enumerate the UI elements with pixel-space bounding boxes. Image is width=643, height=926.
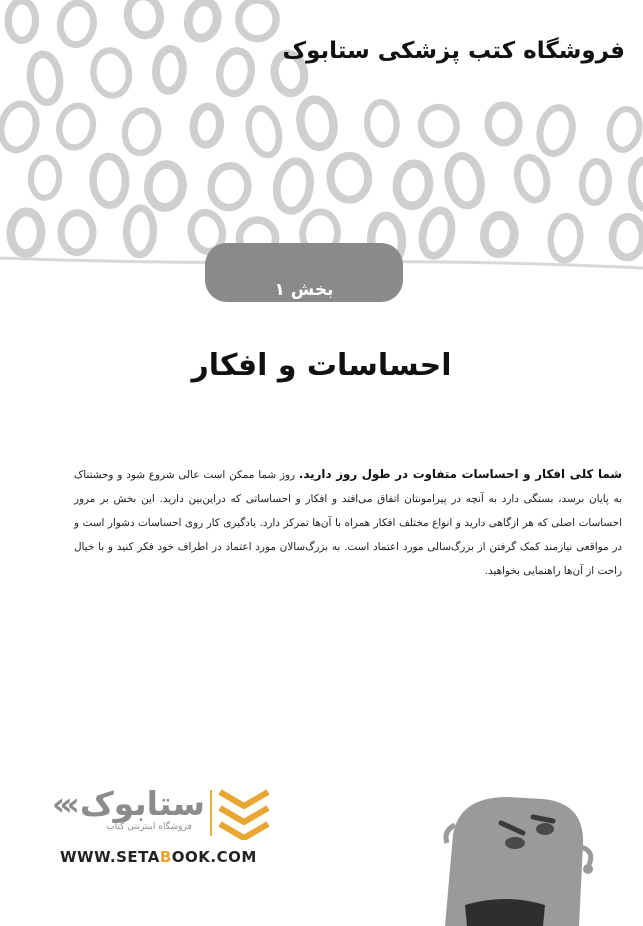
pattern-oval xyxy=(395,162,432,208)
pattern-oval xyxy=(487,104,519,143)
pattern-oval xyxy=(238,0,276,39)
store-title: فروشگاه کتب پزشکی ستابوک xyxy=(282,38,625,64)
body-text: روز شما ممکن است عالی شروع شود و وحشتناک به پایان برسد، بستگی دارد به آنچه در پیرامونتان اتفاق می‌افتد و افکار و احساساتی که دراین‌بین دارید. این بخش بر مرور احساسات اصلی که هر ازگاهی دارید و انواع مختلف افکار همراه با آن‌ها تمرکز دارد. یادگیری کار روی احساسات دشوار است و در مواقعی نیازمند کمک گرفتن از بزرگ‌سالی مورد اعتماد است. به بزرگ‌سالان مورد اعتماد در اطراف خود فکر کنید و با خیال راحت از آن‌ها راهنمایی بخواهید. xyxy=(74,469,622,577)
pattern-oval xyxy=(209,164,250,209)
logo-tagline: فروشگاه اینترنتی کتاب xyxy=(106,822,192,832)
pattern-oval xyxy=(273,159,314,214)
pattern-oval xyxy=(366,101,399,146)
url-suffix: OOK.COM xyxy=(171,848,257,866)
pattern-oval xyxy=(192,105,222,146)
pattern-oval xyxy=(548,215,582,262)
body-paragraph xyxy=(74,462,622,583)
pattern-oval xyxy=(92,156,126,206)
chevrons-icon: «‹ xyxy=(52,785,74,823)
pattern-oval xyxy=(612,216,643,258)
pattern-oval xyxy=(55,102,98,151)
body-lead-sentence: شما کلی افکار و احساسات متفاوت در طول روز دارید. xyxy=(298,467,622,481)
pattern-oval xyxy=(244,105,283,158)
pattern-oval xyxy=(297,97,338,150)
pattern-oval xyxy=(146,163,184,209)
pattern-oval xyxy=(27,52,62,104)
pattern-oval xyxy=(185,0,221,41)
url-accent: B xyxy=(159,848,172,866)
pattern-oval xyxy=(155,48,185,92)
pattern-oval xyxy=(126,208,154,255)
section-label: بخش ۱ xyxy=(274,280,334,300)
pattern-oval xyxy=(513,154,551,203)
pattern-oval xyxy=(61,213,93,253)
pattern-oval xyxy=(10,211,42,254)
logo-wordmark: ستابوک xyxy=(79,784,205,823)
pattern-oval xyxy=(483,215,515,255)
pattern-oval xyxy=(536,104,577,156)
pattern-oval xyxy=(216,48,254,96)
url-prefix: WWW.SETA xyxy=(60,848,160,866)
pattern-oval xyxy=(91,48,132,98)
pattern-oval xyxy=(417,103,461,149)
pattern-oval xyxy=(125,0,163,38)
pattern-oval xyxy=(58,1,97,47)
pattern-oval xyxy=(418,207,456,258)
logo-website-url xyxy=(60,848,257,866)
book-stack-icon xyxy=(216,786,272,840)
pattern-oval xyxy=(122,108,161,155)
pattern-oval xyxy=(631,159,643,209)
pattern-oval xyxy=(329,155,369,201)
gray-monster-mascot xyxy=(425,795,643,926)
setabook-logo xyxy=(50,784,280,874)
pattern-oval xyxy=(581,160,611,203)
pattern-oval xyxy=(445,153,485,208)
chapter-title: احساسات و افکار xyxy=(191,348,452,383)
pattern-oval xyxy=(30,157,60,199)
pattern-oval xyxy=(8,1,36,40)
pattern-oval xyxy=(0,100,41,153)
logo-divider xyxy=(210,790,212,836)
pattern-oval xyxy=(606,106,643,152)
